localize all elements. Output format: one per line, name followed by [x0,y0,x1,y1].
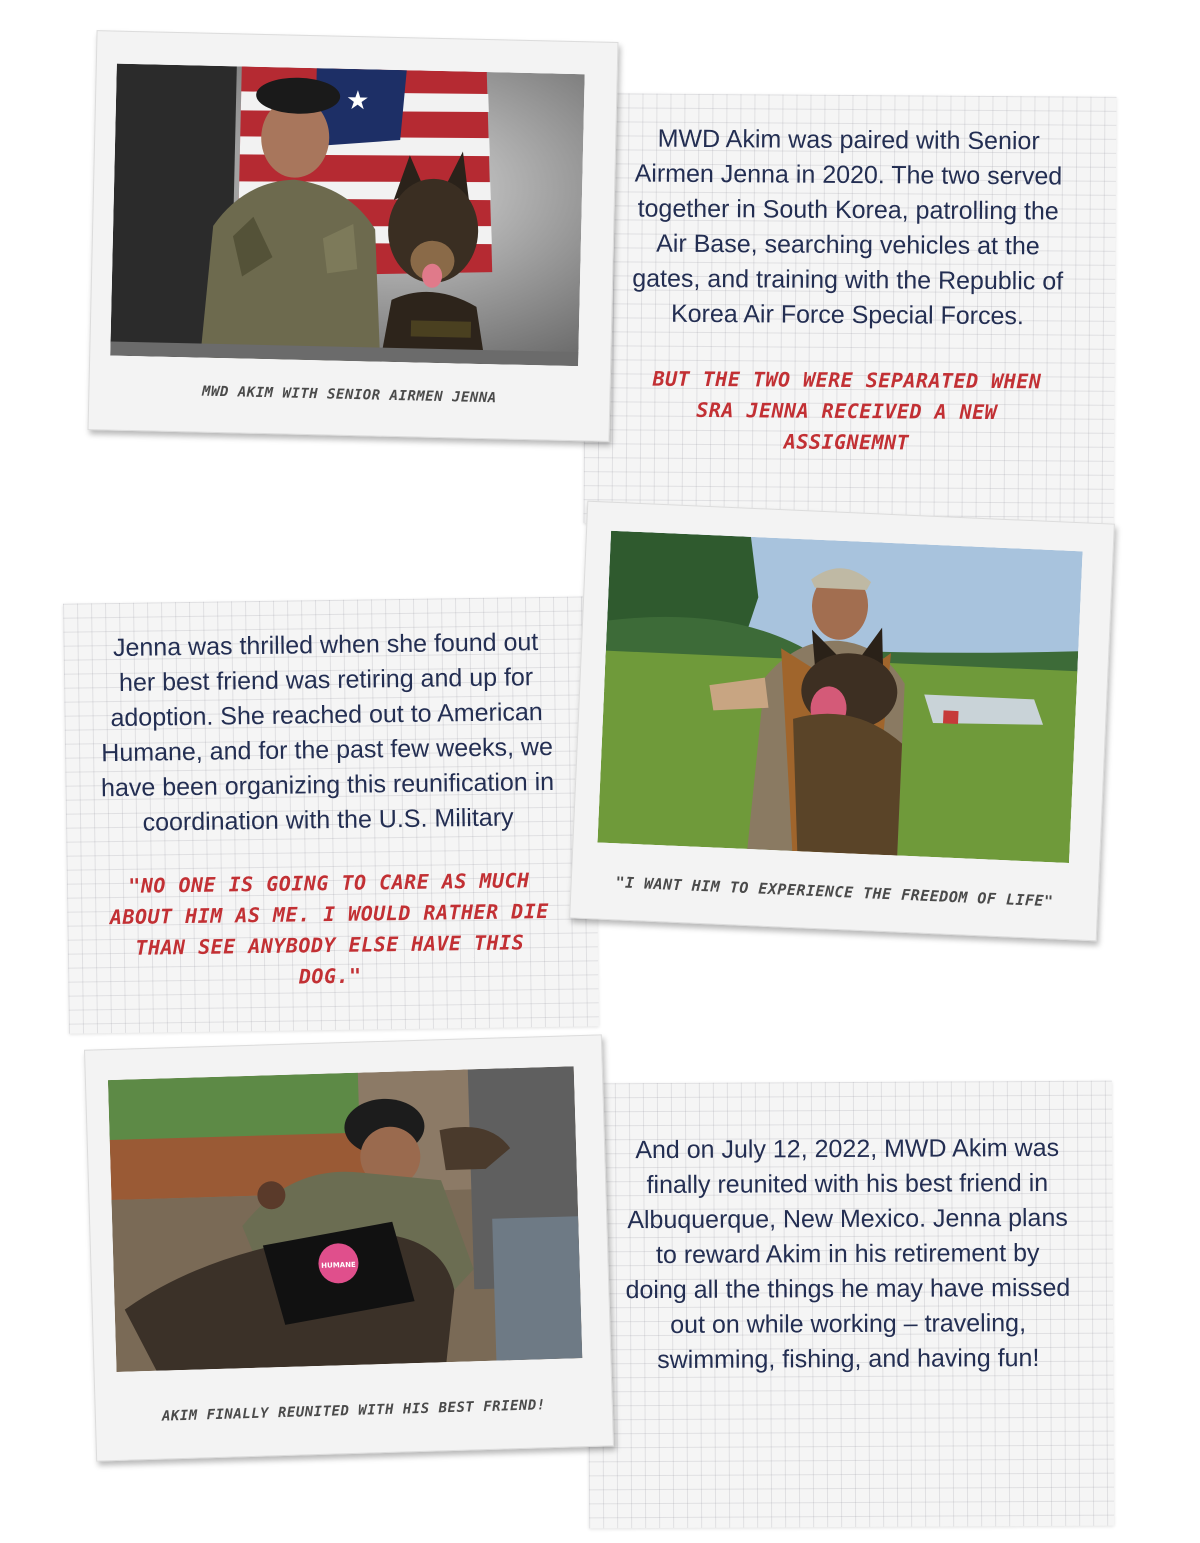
story-highlight-1: BUT THE TWO WERE SEPARATED WHEN SRA JENNA RECEIVED A NEW ASSIGNEMNT [652,366,1042,455]
polaroid-photo-2 [569,501,1115,942]
story-note-1 [584,93,1117,527]
story-quote-2: "NO ONE IS GOING TO CARE AS MUCH ABOUT HIM AS ME. I WOULD RATHER DIE THAN SEE ANYBODY ELSE HAVE THIS DOG." [109,868,549,989]
photo-caption-2: "I WANT HIM TO EXPERIENCE THE FREEDOM OF LIFE" [615,873,1054,911]
story-text-1: MWD Akim was paired with Senior Airmen Jenna in 2020. The two served together in South Korea, patrolling the Air Base, searching vehicles at the gates, and training with the Republic of Korea Air Force Special Forces. [632,124,1064,331]
polaroid-photo-1 [88,30,619,442]
story-note-2 [63,596,599,1033]
photo-caption-3: AKIM FINALLY REUNITED WITH HIS BEST FRIEND! [161,1397,546,1425]
story-text-3: And on July 12, 2022, MWD Akim was finally reunited with his best friend in Albuquerque, New Mexico. Jenna plans to reward Akim in his retirement by doing all the things he may have missed out on while working – traveling, swimming, fishing, and having fun! [625,1133,1071,1375]
svg-text:★: ★ [345,85,370,117]
photo-caption-1: MWD AKIM WITH SENIOR AIRMEN JENNA [201,383,497,407]
polaroid-photo-3 [84,1034,614,1461]
story-note-3 [587,1081,1114,1529]
story-text-2: Jenna was thrilled when she found out her best friend was retiring and up for adoption. She reached out to American Humane, and for the past few weeks, we have been organizing this reunification in coordination with the U.S. Military [100,628,555,837]
svg-text:HUMANE: HUMANE [321,1260,356,1270]
photo-reunion-hug [108,1066,582,1372]
photo-jenna-akim-portrait [110,64,585,367]
photo-jenna-akim-field [597,531,1082,863]
